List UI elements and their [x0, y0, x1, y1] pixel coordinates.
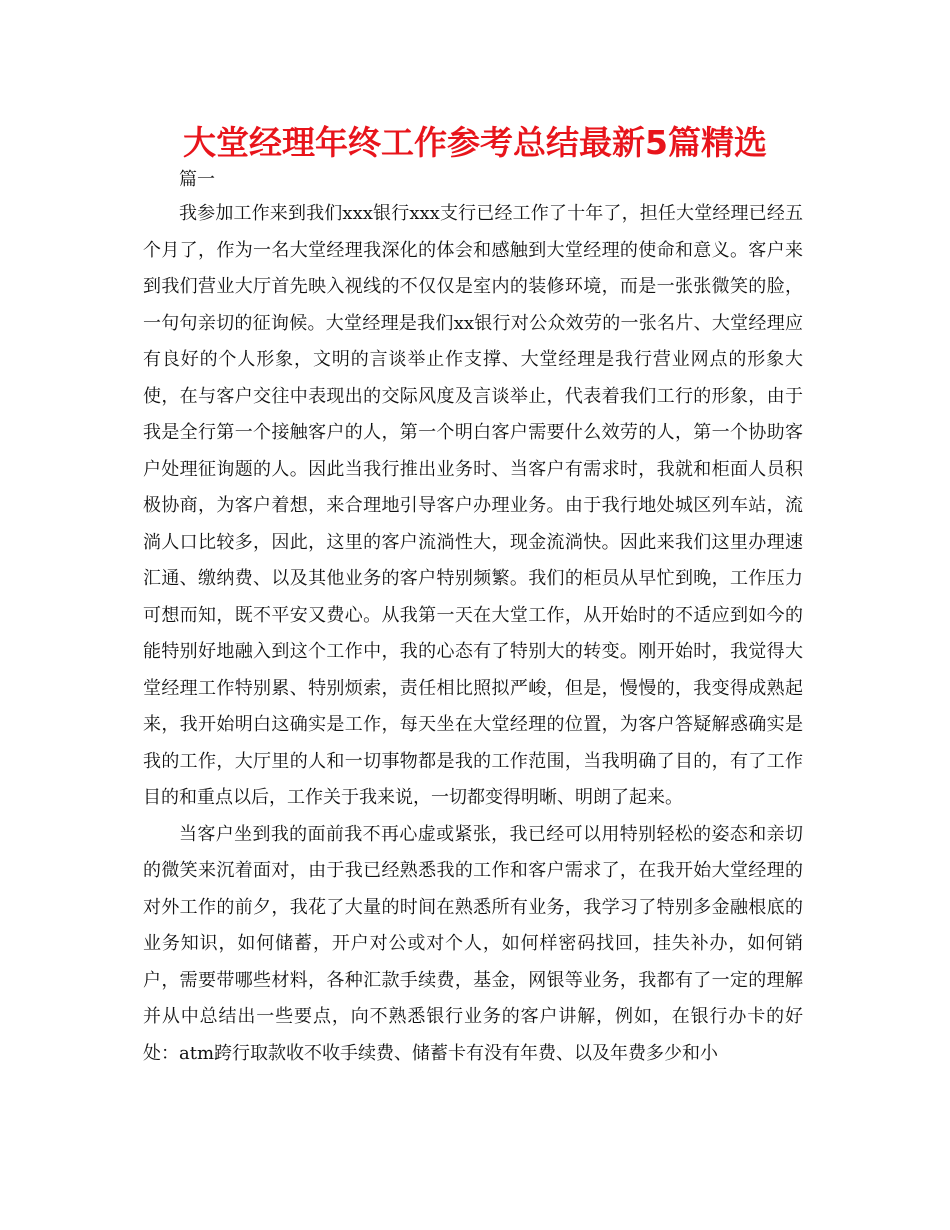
document-title: 大堂经理年终工作参考总结最新5篇精选 — [183, 123, 767, 162]
paragraph-1: 我参加工作来到我们xxx银行xxx支行已经工作了十年了，担任大堂经理已经五个月了，作为一名大堂经理我深化的体会和感触到大堂经理的使命和意义。客户来到我们营业大厅首先映入视线的不仅仅是室内的装修环境，而是一张张微笑的脸，一句句亲切的征询候。大堂经理是我们xx银行对公众效劳的一张名片、大堂经理应有良好的个人形象，文明的言谈举止作支撑、大堂经理是我行营业网点的形象大使，在与客户交往中表现出的交际风度及言谈举止，代表着我们工行的形象，由于我是全行第一个接触客户的人，第一个明白客户需要什么效劳的人，第一个协助客户处理征询题的人。因此当我行推出业务时、当客户有需求时，我就和柜面人员积极协商，为客户着想，来合理地引导客户办理业务。由于我行地处城区列车站，流淌人口比较多，因此，这里的客户流淌性大，现金流淌快。因此来我们这里办理速汇通、缴纳费、以及其他业务的客户特别频繁。我们的柜员从早忙到晚，工作压力可想而知，既不平安又费心。从我第一天在大堂工作，从开始时的不适应到如今的能特别好地融入到这个工作中，我的心态有了特别大的转变。刚开始时，我觉得大堂经理工作特别累、特别烦索，责任相比照拟严峻，但是，慢慢的，我变得成熟起来，我开始明白这确实是工作，每天坐在大堂经理的位置，为客户答疑解惑确实是我的工作，大厅里的人和一切事物都是我的工作范围，当我明确了目的，有了工作目的和重点以后，工作关于我来说，一切都变得明晰、明朗了起来。 — [143, 203, 803, 808]
section-label: 篇一 — [179, 169, 215, 190]
paragraph-2: 当客户坐到我的面前我不再心虚或紧张，我已经可以用特别轻松的姿态和亲切的微笑来沉着面对，由于我已经熟悉我的工作和客户需求了，在我开始大堂经理的对外工作的前夕，我花了大量的时间在熟悉所有业务，我学习了特别多金融根底的业务知识，如何储蓄，开户对公或对个人，如何样密码找回，挂失补办，如何销户，需要带哪些材料，各种汇款手续费，基金，网银等业务，我都有了一定的理解并从中总结出一些要点，向不熟悉银行业务的客户讲解，例如，在银行办卡的好处：atm跨行取款收不收手续费、储蓄卡有没有年费、以及年费多少和小 — [143, 823, 803, 1064]
document-body — [143, 164, 803, 1072]
